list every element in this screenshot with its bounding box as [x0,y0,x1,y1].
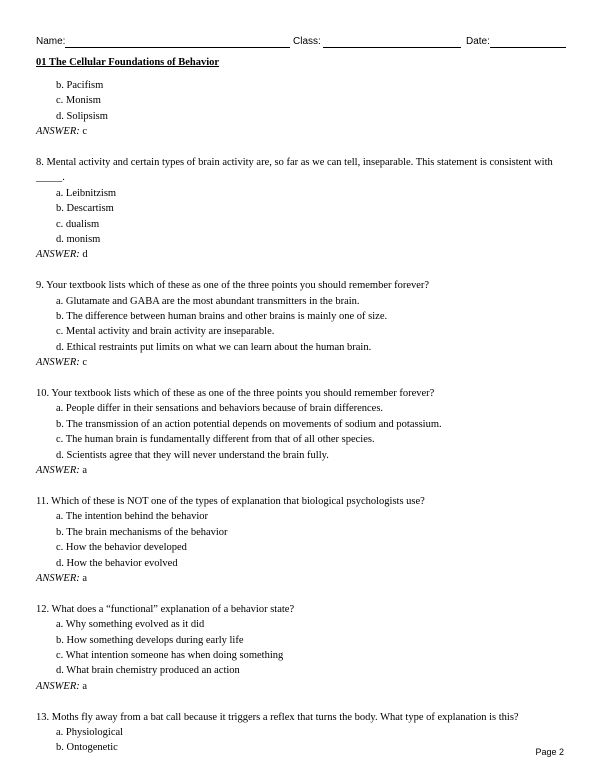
class-field[interactable] [323,47,461,48]
option: c. dualism [56,218,100,230]
option: b. The difference between human brains and other brains is mainly one of size. [56,311,388,323]
option: c. How the behavior developed [56,542,187,554]
name-field[interactable] [65,47,290,48]
option: c. What intention someone has when doing something [56,649,284,661]
answer-line [36,124,566,139]
question-text: 13. Moths fly away from a bat call because it triggers a reflex that turns the body. What type of explanation is this? [36,711,519,723]
date-label: Date: [466,36,490,47]
option: b. The transmission of an action potential depends on movements of sodium and potassium. [56,418,442,430]
question-8 [36,155,566,263]
name-label: Name: [36,36,66,47]
option: c. The human brain is fundamentally different from that of all other species. [56,434,375,446]
date-field[interactable] [490,47,566,48]
answer-value: c [82,126,88,138]
option: a. Why something evolved as it did [56,619,205,631]
answer-label: ANSWER: [36,249,80,261]
question-9 [36,278,566,370]
option: d. Scientists agree that they will never understand the brain fully. [56,449,329,461]
question-12 [36,602,566,694]
option: a. Physiological [56,726,124,738]
page-number: Page 2 [535,747,564,757]
option: a. Leibnitzism [56,187,117,199]
question-text: 12. What does a “functional” explanation of a behavior state? [36,603,295,615]
option: a. The intention behind the behavior [56,511,209,523]
question-text: 11. Which of these is NOT one of the types of explanation that biological psychologists use? [36,495,425,507]
answer-line [36,679,566,694]
option: c. Mental activity and brain activity are inseparable. [56,326,275,338]
option: b. The brain mechanisms of the behavior [56,526,228,538]
question-text: 9. Your textbook lists which of these as one of the three points you should remember forever? [36,280,430,292]
option: a. Glutamate and GABA are the most abundant transmitters in the brain. [56,295,360,307]
answer-label: ANSWER: [36,680,80,692]
question-7-continued [36,78,566,140]
question-list [36,78,566,756]
answer-label: ANSWER: [36,572,80,584]
option: d. monism [56,234,101,246]
option: d. What brain chemistry produced an action [56,665,240,677]
question-10 [36,386,566,478]
answer-label: ANSWER: [36,357,80,369]
option: b. Pacifism [56,80,104,91]
answer-value: d [82,249,88,261]
option: a. People differ in their sensations and behaviors because of brain differences. [56,403,384,415]
option: c. Monism [56,95,101,107]
question-text: 10. Your textbook lists which of these as one of the three points you should remember forever? [36,388,435,400]
answer-label: ANSWER: [36,465,80,477]
answer-value: a [82,680,88,692]
question-11 [36,494,566,586]
answer-value: c [82,357,88,369]
option: b. Descartism [56,203,114,215]
class-label: Class: [293,36,321,47]
answer-line [36,571,566,586]
answer-label: ANSWER: [36,126,80,138]
header [36,36,566,50]
option: d. How the behavior evolved [56,557,178,569]
answer-line [36,247,566,262]
answer-value: a [82,465,88,477]
answer-value: a [82,572,88,584]
answer-line [36,463,566,478]
chapter-title: 01 The Cellular Foundations of Behavior [36,57,220,68]
option: d. Solipsism [56,110,108,122]
question-13 [36,710,566,756]
question-text: 8. Mental activity and certain types of brain activity are, so far as we can tell, inseparable. This statement is consistent with _____. [36,157,553,184]
option: d. Ethical restraints put limits on what we can learn about the human brain. [56,341,372,353]
option: b. How something develops during early life [56,634,244,646]
option: b. Ontogenetic [56,742,118,754]
answer-line [36,355,566,370]
